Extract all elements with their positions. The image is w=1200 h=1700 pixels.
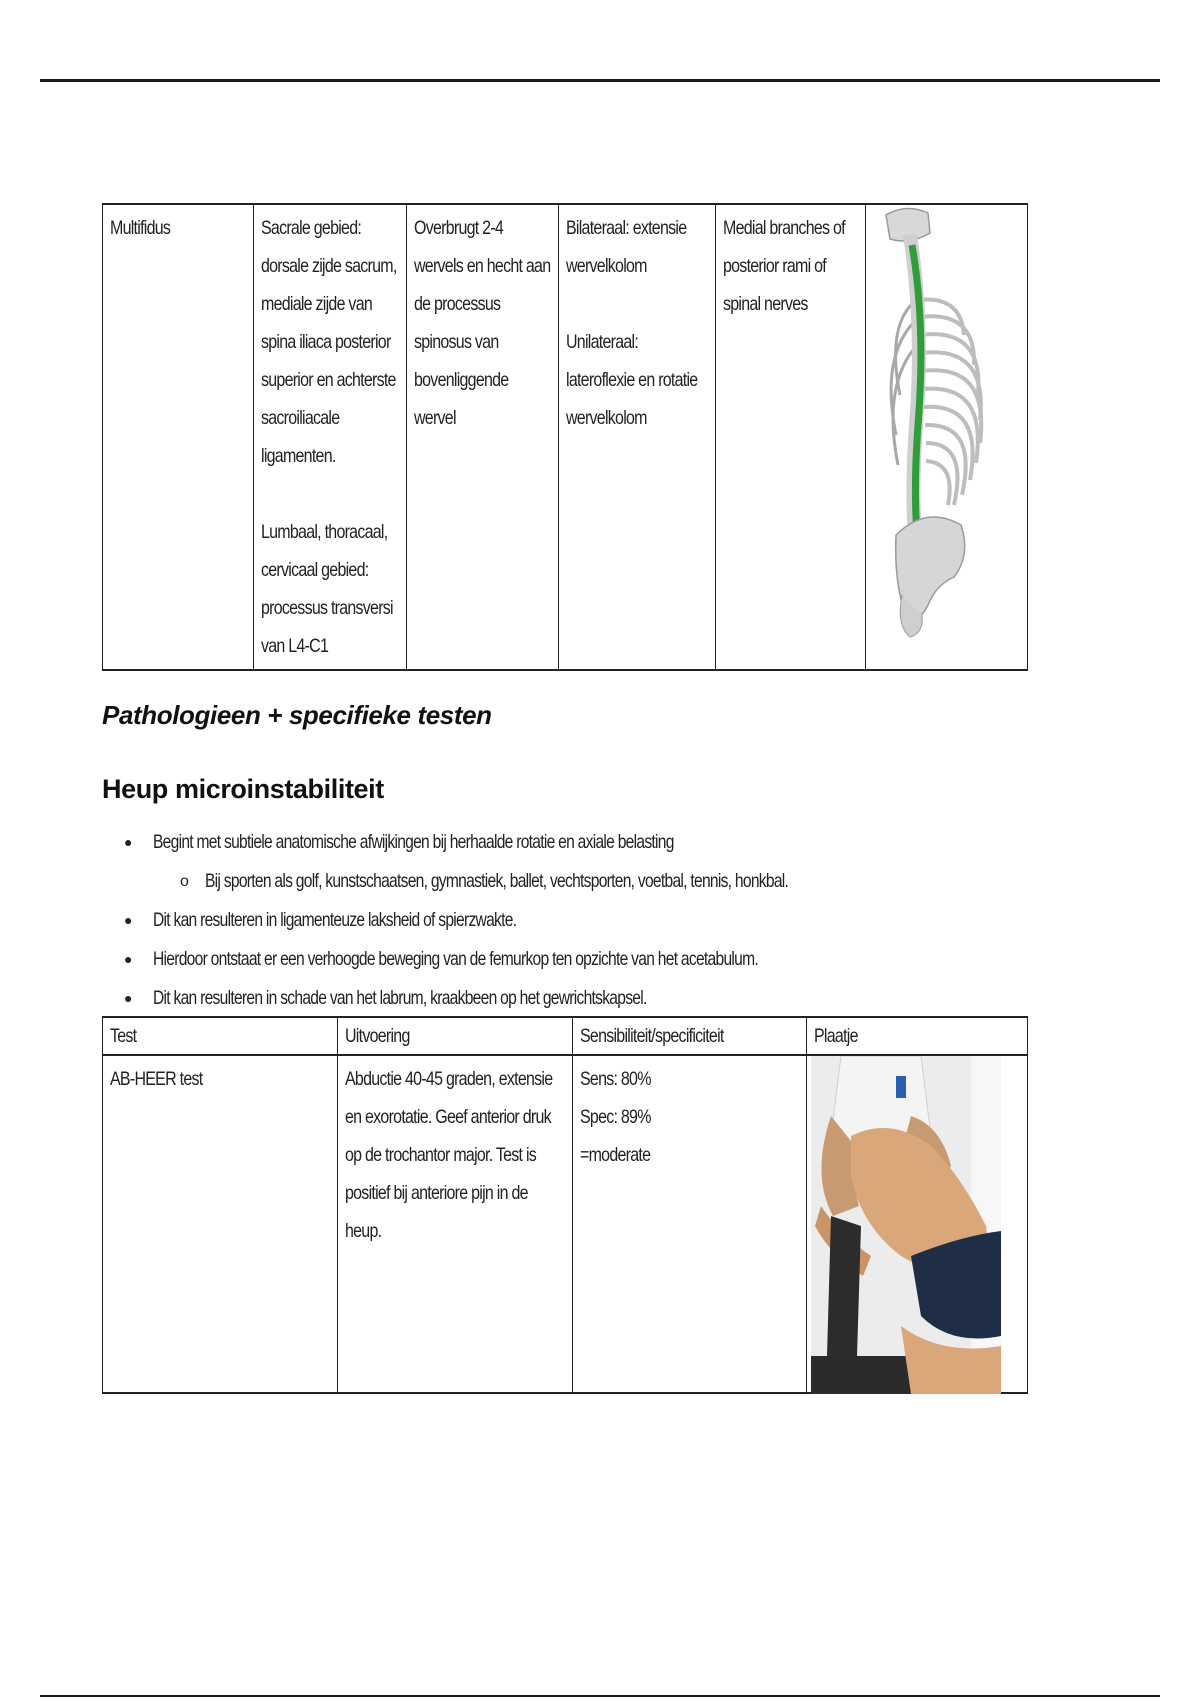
muscle-table	[102, 203, 1028, 671]
test-table	[102, 1016, 1028, 1394]
function-unilateral: Unilateraal: lateroflexie en rotatie wervelkolom	[565, 331, 698, 429]
bullet-icon: ●	[124, 951, 132, 967]
spine-illustration	[866, 205, 1016, 645]
column-header: Sensibiliteit/specificiteit	[572, 1017, 807, 1055]
test-photo	[811, 1056, 1001, 1394]
bullet-list	[120, 823, 1000, 1018]
muscle-name: Multifidus	[110, 217, 171, 239]
list-item	[120, 901, 1000, 940]
bullet-icon: ●	[124, 990, 132, 1006]
list-item-text: Hierdoor ontstaat er een verhoogde beweging van de femurkop ten opzichte van het acetabulum.	[153, 948, 758, 970]
origin-cell	[253, 204, 406, 670]
bullet-icon: ●	[124, 834, 132, 850]
list-item	[120, 979, 1000, 1018]
sens-spec-cell	[572, 1055, 807, 1393]
execution-cell	[337, 1055, 572, 1393]
function-bilateral: Bilateraal: extensie wervelkolom	[565, 217, 686, 277]
test-name: AB-HEER test	[110, 1068, 203, 1090]
muscle-name-cell	[103, 204, 254, 670]
innervation-cell	[715, 204, 865, 670]
bottom-rule	[40, 1695, 1160, 1697]
list-item	[120, 862, 1000, 901]
insertion-text: Overbrugt 2-4 wervels en hecht aan de processus spinosus van bovenliggende wervel	[414, 217, 551, 429]
origin-text: Sacrale gebied: dorsale zijde sacrum, mediale zijde van spina iliaca posterior superior en achterste sacroiliacale ligamenten.	[260, 217, 397, 467]
list-item	[120, 940, 1000, 979]
origin-text-2: Lumbaal, thoracaal, cervicaal gebied: processus transversi van L4-C1	[260, 521, 393, 657]
function-cell	[558, 204, 715, 670]
insertion-cell	[407, 204, 559, 670]
table-header-row	[103, 1017, 1028, 1055]
sensitivity-text: Sens: 80%	[579, 1068, 651, 1090]
list-item-text: Bij sporten als golf, kunstschaatsen, gymnastiek, ballet, vechtsporten, voetbal, tennis, honkbal.	[205, 870, 789, 892]
circle-bullet-icon: o	[180, 873, 188, 890]
grade-text: =moderate	[579, 1144, 650, 1166]
list-item-text: Dit kan resulteren in ligamenteuze laksheid of spierzwakte.	[153, 909, 517, 931]
column-header: Uitvoering	[337, 1017, 572, 1055]
execution-text: Abductie 40-45 graden, extensie en exorotatie. Geef anterior druk op de trochantor major. Test is positief bij anteriore pijn in de heup.	[344, 1068, 553, 1242]
column-header: Test	[103, 1017, 338, 1055]
section-title: Pathologieen + specifieke testen	[102, 700, 492, 730]
table-row	[103, 1055, 1028, 1393]
specificity-text: Spec: 89%	[579, 1106, 651, 1128]
spine-image-cell	[865, 204, 1027, 670]
innervation-text: Medial branches of posterior rami of spinal nerves	[722, 217, 845, 315]
column-header: Plaatje	[807, 1017, 1028, 1055]
list-item-text: Begint met subtiele anatomische afwijkingen bij herhaalde rotatie en axiale belasting	[153, 831, 674, 853]
test-name-cell	[103, 1055, 338, 1393]
bullet-icon: ●	[124, 912, 132, 928]
photo-cell	[807, 1055, 1028, 1393]
list-item-text: Dit kan resulteren in schade van het labrum, kraakbeen op het gewrichtskapsel.	[153, 987, 647, 1009]
table-row	[103, 204, 1028, 670]
subsection-title: Heup microinstabiliteit	[102, 774, 384, 804]
top-rule	[40, 79, 1160, 82]
list-item	[120, 823, 1000, 862]
